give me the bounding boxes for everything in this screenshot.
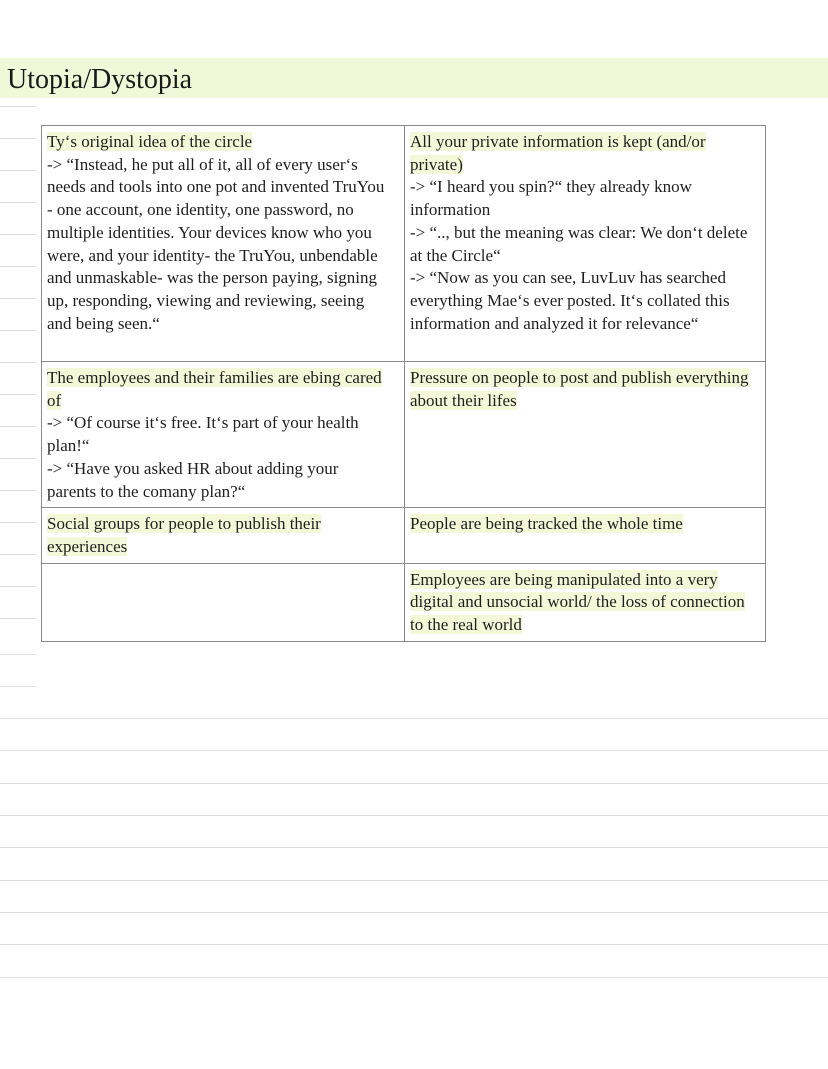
cell-line: parents to the comany plan?“ (47, 481, 246, 501)
cell-heading: about their lifes (410, 390, 517, 410)
cell-line: information and analyzed it for relevance“ (410, 313, 699, 333)
cell-line: needs and tools into one pot and invented TruYou (47, 177, 385, 197)
table-cell (405, 126, 766, 362)
cell-heading: Ty‘s original idea of the circle (47, 132, 253, 151)
cell-line: -> “Now as you can see, LuvLuv has searched (410, 268, 726, 288)
notes-table (41, 125, 766, 642)
cell-heading: All your private information is kept (and/or (410, 132, 706, 151)
cell-line: -> “Have you asked HR about adding your (47, 458, 339, 478)
cell-line: - one account, one identity, one password, no (47, 200, 354, 220)
cell-heading: to the real world (410, 615, 522, 635)
table-cell-empty (42, 563, 405, 641)
cell-heading: private) (410, 154, 463, 174)
cell-heading: digital and unsocial world/ the loss of connection (410, 592, 745, 612)
cell-line: plan!“ (47, 436, 90, 456)
cell-line: multiple identities. Your devices know who you (47, 222, 372, 242)
cell-heading: People are being tracked the whole time (410, 514, 683, 534)
cell-line: information (410, 200, 491, 220)
cell-line: -> “I heard you spin?“ they already know (410, 177, 692, 197)
table-cell (42, 126, 405, 362)
cell-line: at the Circle“ (410, 245, 501, 265)
cell-line: and being seen.“ (47, 313, 160, 333)
cell-line: -> “Of course it‘s free. It‘s part of your health (47, 413, 359, 433)
cell-line: -> “.., but the meaning was clear: We don‘t delete (410, 222, 748, 242)
cell-heading: Employees are being manipulated into a very (410, 569, 718, 589)
table-cell (405, 362, 766, 508)
cell-heading: The employees and their families are ebing cared (47, 368, 382, 387)
cell-line: -> “Instead, he put all of it, all of every user‘s (47, 154, 358, 174)
table-cell (42, 508, 405, 563)
table-cell (405, 508, 766, 563)
cell-line: everything Mae‘s ever posted. It‘s collated this (410, 290, 730, 310)
table-row (42, 362, 766, 508)
cell-line: up, responding, viewing and reviewing, seeing (47, 290, 365, 310)
table-row (42, 563, 766, 641)
table-cell (42, 362, 405, 508)
cell-heading: Social groups for people to publish their (47, 514, 321, 534)
table-row (42, 508, 766, 563)
table-row (42, 126, 766, 362)
cell-heading: of (47, 390, 62, 410)
cell-heading: experiences (47, 536, 128, 556)
cell-heading: Pressure on people to post and publish everything (410, 368, 749, 387)
cell-line: were, and your identity- the TruYou, unbendable (47, 245, 378, 265)
cell-line: and unmaskable- was the person paying, signing (47, 268, 378, 288)
page-title: Utopia/Dystopia (7, 64, 193, 95)
table-cell (405, 563, 766, 641)
